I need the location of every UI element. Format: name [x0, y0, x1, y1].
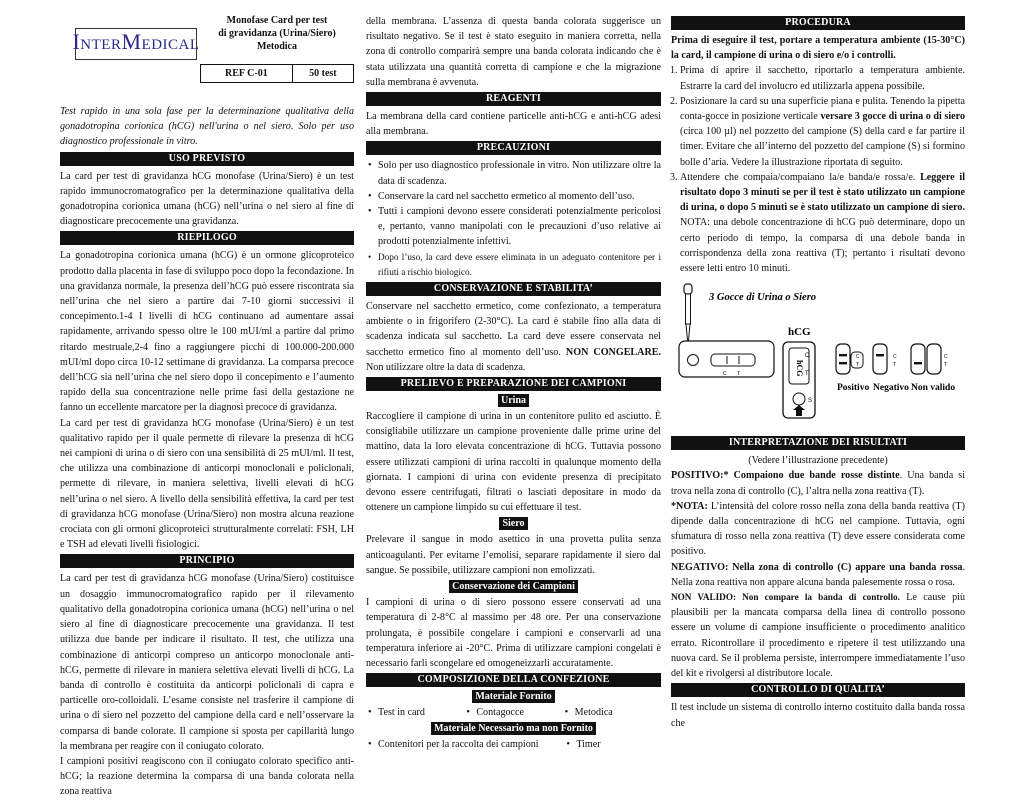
list-item [671, 63, 965, 93]
intermedical-logo [72, 28, 200, 60]
heading-controllo: CONTROLLO DI QUALITA’ [671, 683, 965, 697]
list-item: • Solo per uso diagnostico professionale in vitro. Non utilizzare oltre la data di scadenza. [366, 158, 661, 188]
positivo-rest: . Una banda si trova nella zona di controllo (C), l’altra nella zona reattiva (T). [671, 470, 965, 497]
neg-t: T [893, 362, 897, 369]
list-item: • Contagocce [464, 705, 562, 720]
hcg-label: hCG [788, 326, 811, 339]
step-text-bold: Leggere il risultato dopo 3 minuti se per il test è stato utilizzato un campione di urina, o dopo 5 minuti se è stato utilizzato un campione di siero. [680, 171, 965, 214]
card-t: T [737, 371, 741, 378]
list-item: • Timer [564, 737, 661, 752]
principio-p2: I campioni positivi reagiscono con il coniugato colorato specifico anti-hCG; la reazione determina la comparsa di una banda colorata nella zona reattiva [60, 755, 354, 798]
negativo-text [671, 560, 965, 590]
list-item: • Contenitori per la raccolta dei campioni [366, 737, 564, 752]
inv-c: C [944, 354, 948, 361]
card-hcg-label: hCG [795, 360, 804, 377]
header-block [60, 14, 354, 104]
inv-t: T [944, 362, 948, 369]
card-large-t: T [805, 371, 809, 378]
step-number: 1. [670, 65, 678, 77]
label-positivo: Positivo [837, 383, 870, 394]
interpretazione-sub: (Vedere l’illustrazione precedente) [748, 455, 888, 467]
result-invalid-icon [911, 344, 948, 374]
title-line-1: Monofase Card per test [226, 15, 328, 26]
reference-table [200, 64, 354, 83]
riepilogo-p1: La gonadotropina corionica umana (hCG) è un ormone glicoproteico prodotto dalla placenta in fase di sviluppo poco dopo la fecondazione. In una gravidanza normale, la presenza dell’hCG può essere riscontrata sia nell’urina che nel siero a partire dai 7-10 giorni successivi il concepimento.1-4 I livelli di hCG continuano ad aumentare assai rapidamente, arrivando spesso oltre le 100 mUI/ml a partire dal primo ritardo mestruale,2-4 fino a raggiungere picchi di 100.000-200.000 mUI/ml dopo circa 10-12 settimane di gravidanza. La comparsa precoce dell’hCG sia nell’urina che nel siero dopo il concepimento e l’aumento rapido della sua concentrazione nelle prime fasi della gestazione ne fanno un eccellente marcatore per la diagnosi precoce di gravidanza. [60, 250, 354, 414]
list-item: • Tutti i campioni devono essere considerati potenzialmente pericolosi e, pertanto, vanno manipolati con le precauzioni d’uso relative ai prodotti potenzialmente infettivi. [366, 204, 661, 250]
urina-text: Raccogliere il campione di urina in un contenitore pulito ed asciutto. È consigliabile utilizzare un campione proveniente dalle prime urine del mattino, data la loro elevata concentrazione di hCG. Tuttavia possono essere utilizzati campioni di urina raccolti in qualunque momento della giornata. I campioni di urina con evidente presenza di precipitato devono essere centrifugati, filtrati o lasciati depositare in modo da ottenere un campione limpido su cui effettuare il test. [366, 411, 661, 514]
siero-text: Prelevare il sangue in modo asettico in una provetta pulita senza anticoagulanti. Per evitarne l’emolisi, separare rapidamente il siero dal sangue. Se possibile, utilizzare campioni non emolizzati. [366, 534, 661, 576]
step-text: Prima di aprire il sacchetto, riportarlo a temperatura ambiente. Estrarre la card del involucro ed utilizzarla appena possibile. [680, 65, 965, 92]
subheading-materiale-necessario: Materiale Necessario ma non Fornito [431, 722, 596, 735]
principio-continued: della membrana. L’assenza di questa banda colorata suggerisce un risultato negativo. Se il test è stato eseguito in maniera corretta, nella zona di controllo comparirà sempre una banda colorata indicando che è stata utilizzata una quantità corretta di campione e che la migrazione sulla membrana è avvenuta. [366, 16, 661, 88]
test-card-large [783, 342, 815, 418]
title-line-2: di gravidanza (Urina/Siero) [218, 28, 336, 39]
procedura-intro: Prima di eseguire il test, portare a temperatura ambiente (15-30°C) la card, il campione di urina o di siero e/o i controlli. [671, 35, 965, 62]
nonvalido-bold: NON VALIDO: Non compare la banda di controllo. [671, 592, 900, 603]
precauzioni-list [366, 158, 661, 280]
subheading-siero: Siero [499, 517, 527, 530]
heading-procedura: PROCEDURA [671, 16, 965, 30]
negativo-bold: NEGATIVO: Nella zona di controllo (C) appare una banda rossa [671, 561, 963, 573]
riepilogo-p2: La card per test di gravidanza hCG monofase (Urina/Siero) è un test qualitativo rapido per il quale permette di rilevare la presenza di hCG nei campioni di urina o di siero con una sensibilità di 25 mUI/ml. Il test, che utilizza una combinazione di anticorpi monoclonali e policlonali, permette di rilevare, in maniera selettiva, livelli elevati di hCG nell’urina o nel siero. A livello della sensibilità effettiva, la card per test di gravidanza hCG monofase (Urina/Siero) non mostra alcuna reazione crociata con gli ormoni glicoproteici strutturalmente correlati: FSH, LH e TSH ad elevati livelli fisiologici. [60, 417, 354, 551]
step-text-bold: versare 3 gocce di urina o di siero [820, 111, 965, 123]
nonvalido-text [671, 590, 965, 681]
step-note: NOTA: una debole concentrazione di hCG può determinare, dopo un certo periodo di tempo, la comparsa di una debole banda in corrispondenza della zona reattiva (T); pertanto i risultati devono essere letti entro 10 minuti. [680, 217, 965, 275]
heading-reagenti: REAGENTI [366, 92, 661, 106]
positivo-bold: POSITIVO:* Compaiono due bande rosse distinte [671, 470, 900, 482]
nota-rest: L’intensità del colore rosso nella zona della banda reattiva (T) dipende dalla concentrazione di hCG nel campione. Tuttavia, ogni sfumatura di rosso nella zona reattiva (T) deve essere considerata come positivo. [671, 500, 965, 558]
column-middle [366, 14, 661, 753]
conservazione-text [366, 299, 661, 375]
column-left [60, 14, 354, 800]
card-large-s: S [808, 398, 813, 405]
negativo-rest: . Nella zona reattiva non appare alcuna banda palesemente rossa o rosa. [671, 561, 965, 588]
step-text-a: Attendere che compaia/compaiano la/e banda/e rossa/e. [680, 171, 921, 183]
heading-conservazione: CONSERVAZIONE E STABILITA’ [366, 282, 661, 296]
result-positive-icon [836, 344, 863, 374]
non-congelare: NON CONGELARE. [565, 346, 661, 358]
illustration-svg [671, 280, 965, 430]
heading-precauzioni: PRECAUZIONI [366, 141, 661, 155]
column-right [671, 14, 965, 731]
controllo-text: Il test include un sistema di controllo interno costituito dalla banda rossa che [671, 702, 965, 729]
label-negativo: Negativo [873, 383, 909, 394]
list-item [671, 170, 965, 276]
positivo-text [671, 468, 965, 498]
drops-label: 3 Gocce di Urina o Siero [709, 292, 817, 304]
step-text-a: Posizionare la card su una superficie piana e pulita. Tenendo la pipetta conta-gocce in posizione verticale [680, 95, 965, 123]
ref-qty: 50 test [292, 65, 353, 83]
logo-text: INTERMEDICAL [72, 29, 200, 55]
heading-principio: PRINCIPIO [60, 554, 354, 568]
conservazione-campioni-text: I campioni di urina o di siero possono essere conservati ad una temperatura di 2-8°C al massimo per 48 ore. Per una conservazione prolungata, è possibile congelare i campioni e conservarli ad una temperatura inferiore ai -20°C. Prima di utilizzare campioni congelati è necessario farli scongelare ed omogeneizzarli accuratamente. [366, 597, 661, 669]
heading-prelievo: PRELIEVO E PREPARAZIONE DEI CAMPIONI [366, 377, 661, 391]
reagenti-text: La membrana della card contiene particelle anti-hCG e anti-hCG adesi alla membrana. [366, 111, 661, 138]
uso-previsto-text: La card per test di gravidanza hCG monofase (Urina/Siero) è un test rapido immunocromatografico per la determinazione qualitativa della gonadotropina corionica umana (hCG) nell’urina o nel siero al fine di diagnosticare precocemente una gravidanza. [60, 170, 354, 228]
heading-interpretazione: INTERPRETAZIONE DEI RISULTATI [671, 436, 965, 450]
nota-bold: *NOTA: [671, 500, 708, 512]
title-line-3: Metodica [257, 41, 297, 52]
procedure-illustration [671, 280, 965, 430]
test-card-small [679, 341, 774, 377]
document-title [200, 14, 354, 53]
step-text-b: (circa 100 µl) nel pozzetto del campione (S) della card e far partire il timer. Evitare che all’interno del pozzetto del campione (S) si formino bolle d’aria. Vedere la illustrazione riportata di seguito. [680, 126, 965, 168]
subheading-urina: Urina [498, 394, 529, 407]
card-c: C [723, 371, 727, 378]
label-non-valido: Non valido [911, 383, 956, 394]
pos-t: T [856, 362, 860, 369]
list-item: • Conservare la card nel sacchetto ermetico al momento dell’uso. [366, 189, 661, 204]
list-item: • Dopo l’uso, la card deve essere eliminata in un adeguato contenitore per i rifiuti a rischio biologico. [366, 250, 661, 280]
subheading-conservazione-campioni: Conservazione dei Campioni [449, 580, 578, 593]
step-number: 3. [670, 171, 678, 183]
materiale-necessario-list [366, 737, 661, 752]
procedura-steps [671, 63, 965, 276]
nonvalido-rest: Le cause più plausibili per la mancata comparsa della linea di controllo possono essere un volume di campione insufficiente o procedimento analitico errato. Ricontrollare il procedimento e ripetere il test utilizzando una nuova card. Se il problema persiste, interrompere immediatamente l’uso del kit e rivolgersi al distributore locale. [671, 592, 965, 680]
step-number: 2. [670, 95, 678, 107]
list-item [671, 94, 965, 170]
conservazione-text-a: Conservare nel sacchetto ermetico, come confezionato, a temperatura ambiente o in frigorifero (2-30°C). La card è stabile fino alla data di scadenza indicata sul sacchetto. La card deve essere conservata nel sacchetto ermetico fino al momento dell’uso. [366, 301, 661, 358]
principio-p1: La card per test di gravidanza hCG monofase (Urina/Siero) costituisce un dosaggio immunocromatografico rapido per il rilevamento qualitativo della gonadotropina corionica umana (hCG) nell’urina o nel siero al fine di diagnosticare precocemente una gravidanza. Il test utilizza due bande per indicare il risultato. Il test, che utilizza una combinazione di anticorpi compreso un anticorpo monoclonale anti-hCG, permette di rilevare in maniera selettiva elevati livelli di hCG. La banda di controllo è costituita da anticorpi policlonali di capra e particelle oro-colloidali. L’esame consiste nel trasferire il campione di urina o di siero nel pozzetto del campione della card e nell’osservare la comparsa di bande colorate. Il campione si sposta per capillarità lungo la membrana per reagire con il coniugato colorato. [60, 573, 354, 752]
card-large-c: C [805, 353, 810, 360]
heading-uso-previsto: USO PREVISTO [60, 152, 354, 166]
subheading-materiale-fornito: Materiale Fornito [472, 690, 554, 703]
heading-composizione: COMPOSIZIONE DELLA CONFEZIONE [366, 673, 661, 687]
nota-text [671, 499, 965, 560]
pos-c: C [856, 354, 860, 361]
result-negative-icon [873, 344, 897, 374]
heading-riepilogo: RIEPILOGO [60, 231, 354, 245]
list-item: • Test in card [366, 705, 464, 720]
conservazione-text-b: Non utilizzare oltre la data di scadenza. [366, 361, 526, 373]
neg-c: C [893, 354, 897, 361]
ref-code: REF C-01 [201, 65, 293, 83]
intro-text: Test rapido in una sola fase per la determinazione qualitativa della gonadotropina corionica (hCG) nell'urina o nel siero. Solo per uso diagnostico professionale in vitro. [60, 106, 354, 148]
materiale-fornito-list [366, 705, 661, 720]
list-item: • Metodica [563, 705, 661, 720]
